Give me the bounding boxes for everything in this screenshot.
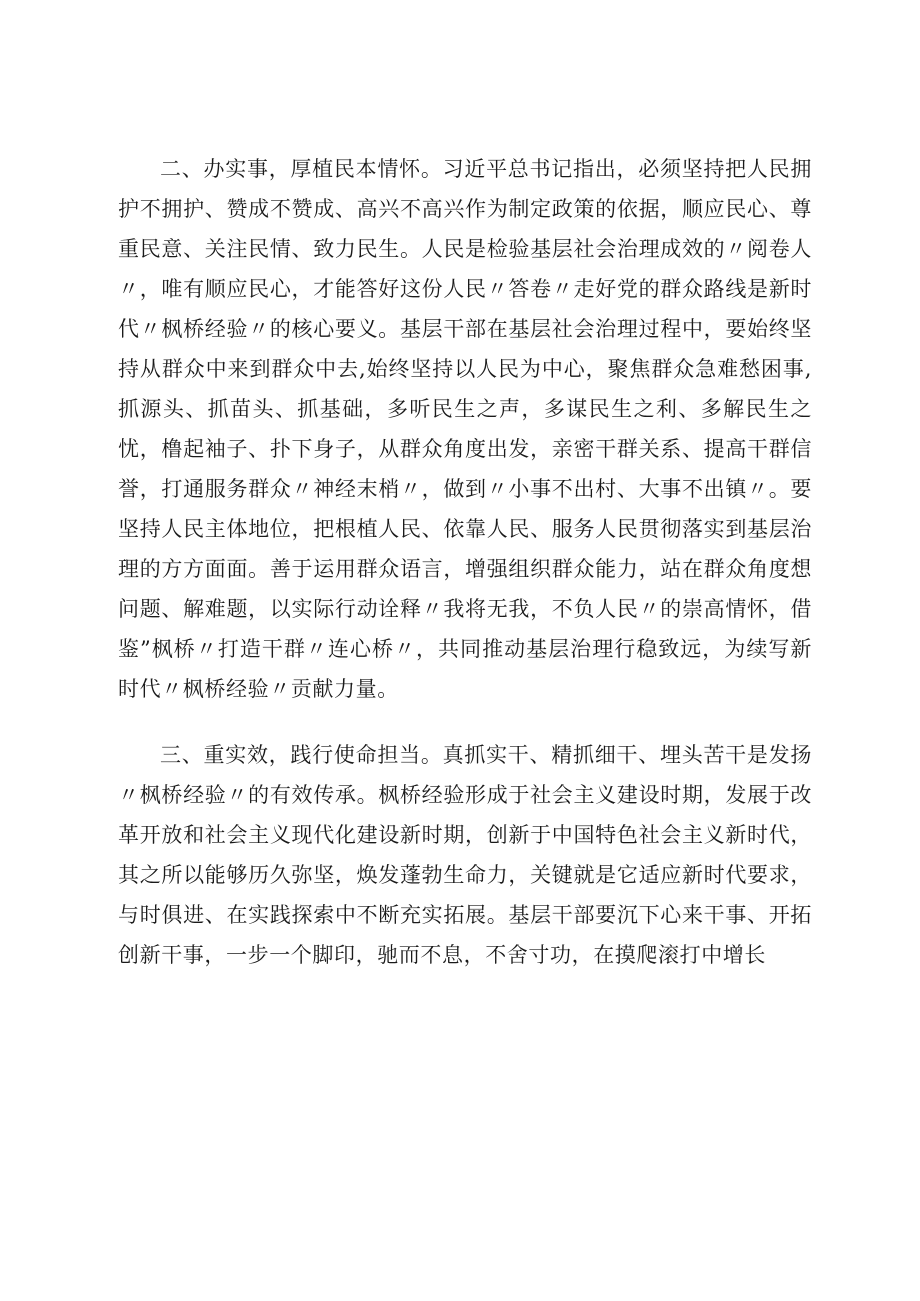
paragraph-serve-the-people: 二、办实事，厚植民本情怀。习近平总书记指出，必须坚持把人民拥护不拥护、赞成不赞成、高兴不高兴作为制定政策的依据，顺应民心、尊重民意、关注民情、致力民生。人民是检验基层社会治理成效的〃阅卷人〃，唯有顺应民心，才能答好这份人民〃答卷〃走好党的群众路线是新时代〃枫桥经验〃的核心要义。基层干部在基层社会治理过程中，要始终坚持从群众中来到群众中去,始终坚持以人民为中心，聚焦群众急难愁困事,抓源头、抓苗头、抓基础，多听民生之声，多谋民生之利、多解民生之忧，橹起袖子、扑下身子，从群众角度出发，亲密干群关系、提高干群信誉，打通服务群众〃神经末梢〃，做到〃小事不出村、大事不出镇〃。要坚持人民主体地位，把根植人民、依靠人民、服务人民贯彻落实到基层治理的方方面面。善于运用群众语言，增强组织群众能力，站在群众角度想问题、解难题，以实际行动诠释〃我将无我，不负人民〃的崇高情怀，借鉴”枫桥〃打造干群〃连心桥〃，共同推动基层治理行稳致远，为续写新时代〃枫桥经验〃贡献力量。 — [118, 157, 812, 701]
paragraph-practical-results: 三、重实效，践行使命担当。真抓实干、精抓细干、埋头苦干是发扬〃枫桥经验〃的有效传承。枫桥经验形成于社会主义建设时期，发展于改革开放和社会主义现代化建设新时期，创新于中国特色社会主义新时代，其之所以能够历久弥坚，焕发蓬勃生命力，关键就是它适应新时代要求，与时俱进、在实践探索中不断充实拓展。基层干部要沉下心来干事、开拓创新干事，一步一个脚印，驰而不息，不舍寸功，在摸爬滚打中增长 — [118, 743, 812, 967]
document-page — [118, 149, 812, 975]
